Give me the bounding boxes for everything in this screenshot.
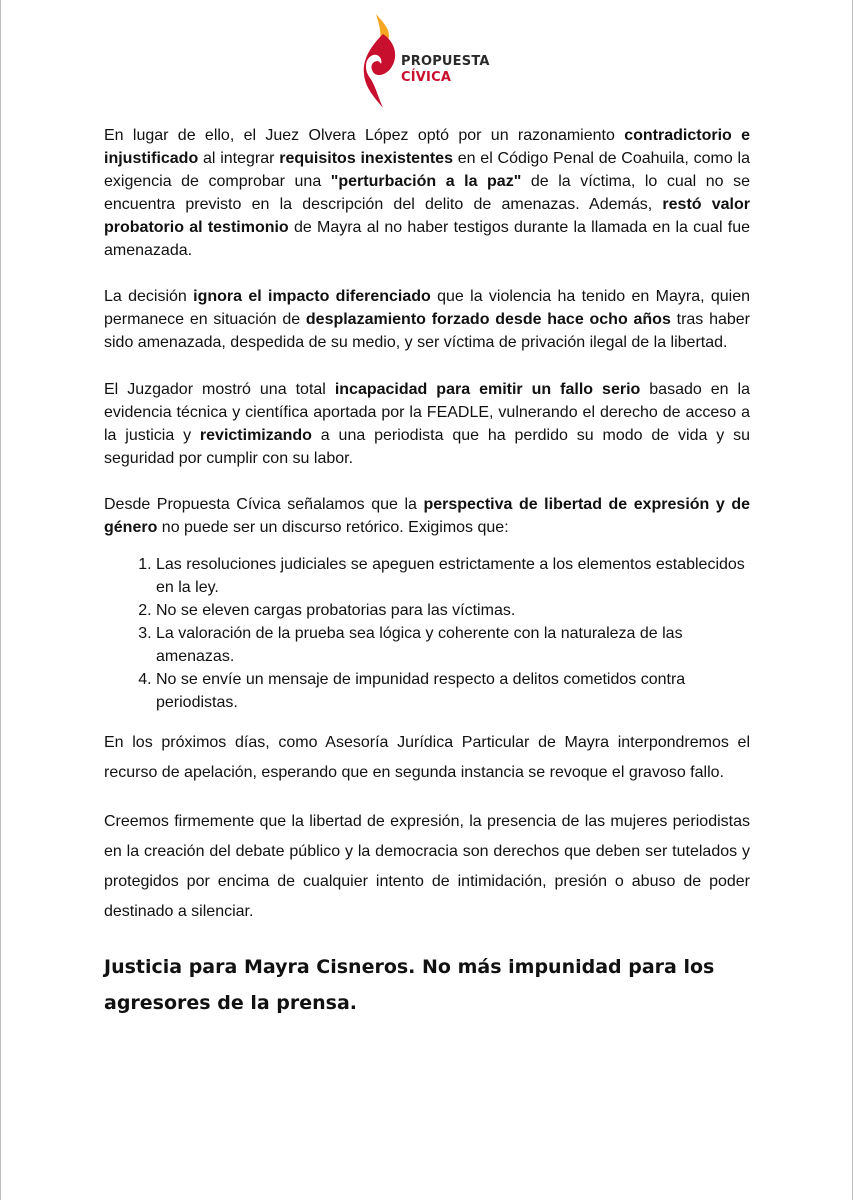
list-item: 1. Las resoluciones judiciales se apeguen estrictamente a los elementos establecidos en la ley. xyxy=(156,553,750,599)
closing-statement: Justicia para Mayra Cisneros. No más impunidad para los agresores de la prensa. xyxy=(104,956,715,1014)
list-item: 3. La valoración de la prueba sea lógica y coherente con la naturaleza de las amenazas. xyxy=(156,622,750,668)
p3-bold-2: revictimizando xyxy=(199,427,312,444)
p1-bold-2: requisitos inexistentes xyxy=(279,150,453,167)
logo-text xyxy=(401,54,490,86)
propuesta-civica-logo xyxy=(361,12,511,112)
p1-text-5: de Mayra al no haber testigos durante la llamada en la cual fue amenazada. xyxy=(104,219,750,259)
list-item: 2. No se eleven cargas probatorias para las víctimas. xyxy=(156,599,750,622)
list-item: 4. No se envíe un mensaje de impunidad respecto a delitos cometidos contra periodistas. xyxy=(156,668,750,714)
p3-text-3: a una periodista que ha perdido su modo de vida y su seguridad por cumplir con su labor. xyxy=(104,427,750,467)
paragraph-5: En los próximos días, como Asesoría Jurídica Particular de Mayra interpondremos el recurso de apelación, esperando que en segunda instancia se revoque el gravoso fallo. xyxy=(104,734,750,781)
p1-bold-3: "perturbación a la paz" xyxy=(330,173,522,190)
p3-text-2: basado en la evidencia técnica y científica aportada por la FEADLE, vulnerando el derecho de acceso a la justicia y xyxy=(104,381,751,444)
p4-bold-1: perspectiva de libertad de expresión y de género xyxy=(104,496,750,536)
p4-text-1: Desde Propuesta Cívica señalamos que la xyxy=(104,496,424,513)
paragraph-6: Creemos firmemente que la libertad de expresión, la presencia de las mujeres periodistas en la creación del debate público y la democracia son derechos que deben ser tutelados y protegidos por encima de cualquier intento de intimidación, presión o abuso de poder destinado a silenciar. xyxy=(104,813,750,920)
p1-text-4: de la víctima, lo cual no se encuentra previsto en la descripción del delito de amenazas. Además, xyxy=(104,173,751,213)
p3-bold-1: incapacidad para emitir un fallo serio xyxy=(334,381,641,398)
p1-text-1: En lugar de ello, el Juez Olvera López optó por un razonamiento xyxy=(104,127,625,144)
p1-bold-1: contradictorio e injustificado xyxy=(104,127,751,167)
p3-text-1: El Juzgador mostró una total xyxy=(104,381,335,398)
logo-line2: CÍVICA xyxy=(401,70,452,85)
paragraph-2 xyxy=(104,285,750,354)
p2-text-3: tras haber sido amenazada, despedida de su medio, y ser víctima de privación ilegal de la libertad. xyxy=(104,311,750,351)
p2-text-2: que la violencia ha tenido en Mayra, quien permanece en situación de xyxy=(104,288,751,328)
logo-line1: PROPUESTA xyxy=(401,54,490,69)
p2-text-1: La decisión xyxy=(104,288,194,305)
paragraph-1 xyxy=(104,124,750,262)
paragraph-4 xyxy=(104,493,750,539)
document-body xyxy=(104,124,750,1021)
flame-icon xyxy=(361,12,401,112)
p2-bold-1: ignora el impacto diferenciado xyxy=(193,288,431,305)
p1-bold-4: restó valor probatorio al testimonio xyxy=(104,196,751,236)
demands-list xyxy=(104,553,750,714)
p1-text-3: en el Código Penal de Coahuila, como la exigencia de comprobar una xyxy=(104,150,750,190)
p4-text-2: no puede ser un discurso retórico. Exigimos que: xyxy=(157,519,509,536)
p1-text-2: al integrar xyxy=(198,150,280,167)
paragraph-3 xyxy=(104,378,750,470)
p2-bold-2: desplazamiento forzado desde hace ocho años xyxy=(305,311,671,328)
